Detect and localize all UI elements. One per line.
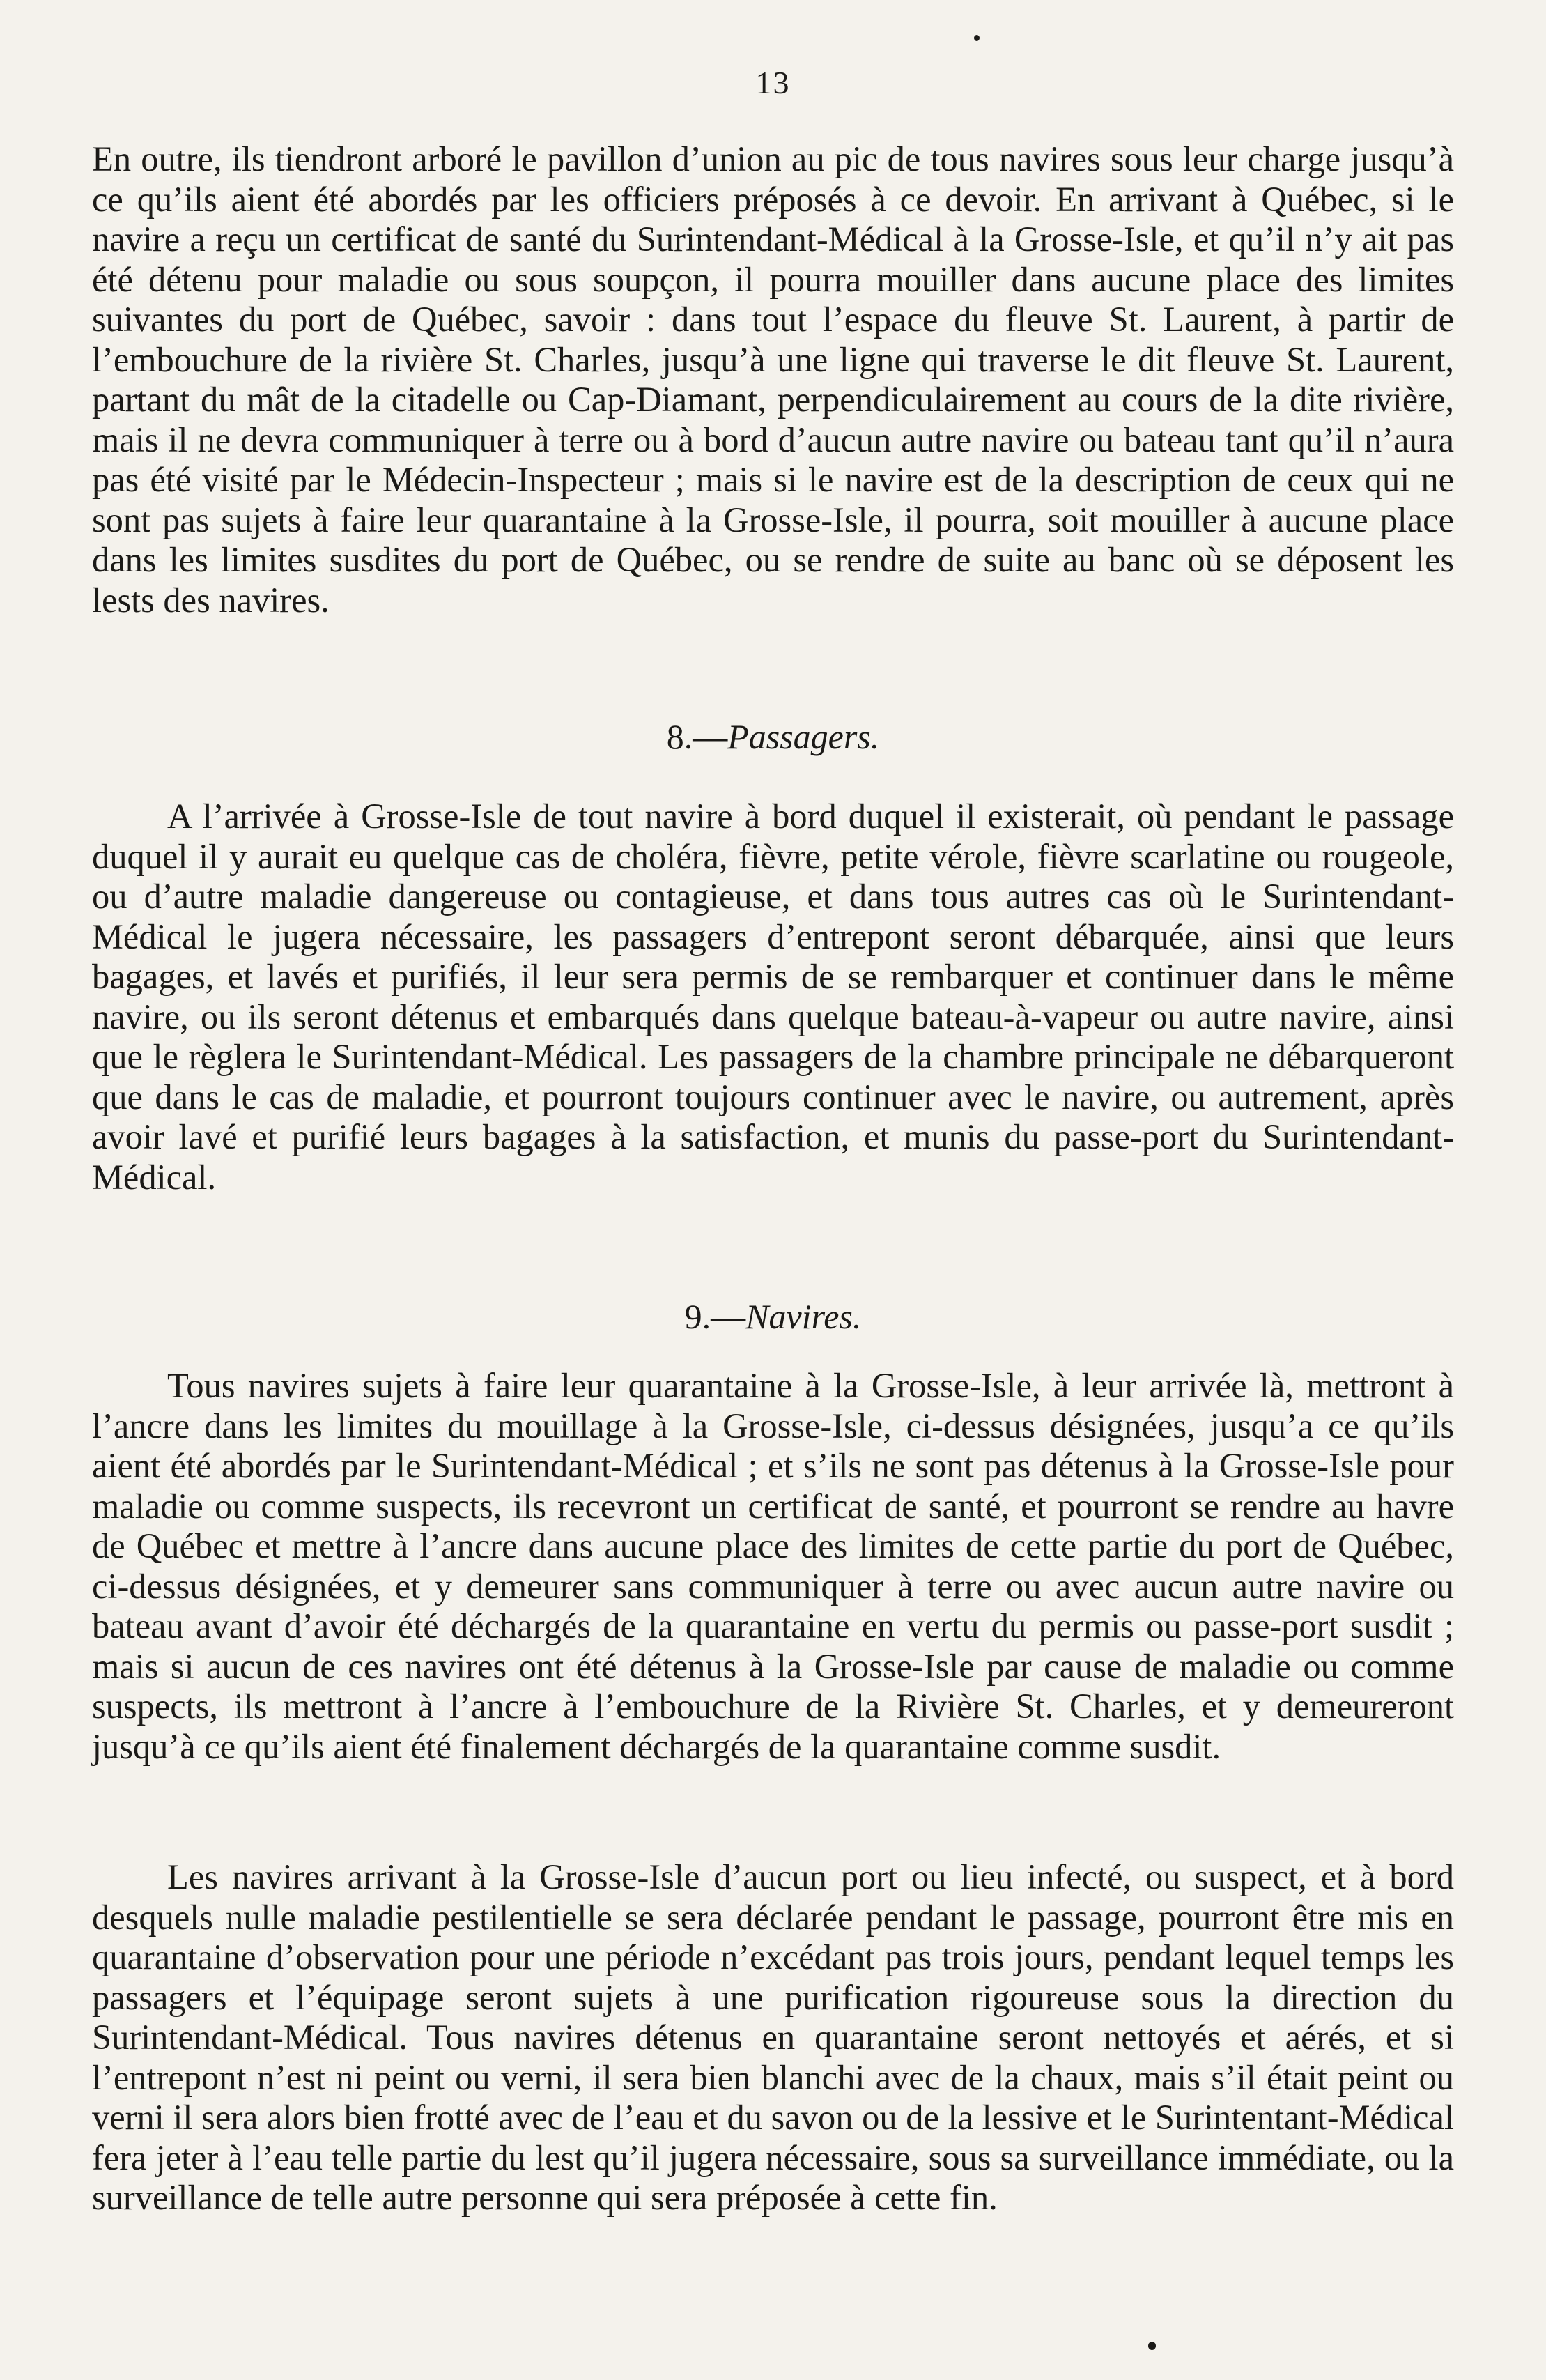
paragraph-text: En outre, ils tiendront arboré le pavillon d’union au pic de tous navires sous leur charge jusqu’à ce qu’ils aient été abordés par les officiers préposés à ce devoir. En arrivant à Québec, si le navire a reçu un certificat de santé du Surintendant-Médical à la Grosse-Isle, et qu’il n’y ait pas été détenu pour maladie ou sous soupçon, il pourra mouiller dans aucune place des limites suivantes du port de Québec, savoir : dans tout l’espace du fleuve St. Laurent, à partir de l’embouchure de la rivière St. Charles, jusqu’à une ligne qui traverse le dit fleuve St. Laurent, partant du mât de la citadelle ou Cap-Diamant, perpendiculairement au cours de la dite rivière, mais il ne devra communiquer à terre ou à bord d’aucun autre navire ou bateau tant qu’il n’aura pas été visité par le Médecin-Inspecteur ; mais si le navire est de la description de ceux qui ne sont pas sujets à faire leur quarantaine à la Grosse-Isle, il pourra, soit mouiller à aucune place dans les limites susdites du port de Québec, ou se rendre de suite au banc où se déposent les lests des navires. — [92, 139, 1454, 620]
ink-speck — [1148, 2342, 1156, 2350]
paragraph-text: A l’arrivée à Grosse-Isle de tout navire à bord duquel il existerait, où pendant le passage duquel il y aurait eu quelque cas de choléra, fièvre, petite vérole, fièvre scarlatine ou rougeole, ou d’autre maladie dangereuse ou contagieuse, et dans tous autres cas où le Surintendant-Médical le jugera nécessaire, les passagers d’entrepont seront débarquée, ainsi que leurs bagages, et lavés et purifiés, il leur sera permis de se rembarquer et continuer dans le même navire, ou ils seront détenus et embarqués dans quelque bateau-à-vapeur ou autre navire, ainsi que le règlera le Surintendant-Médical. Les passagers de la chambre principale ne débarqueront que dans le cas de maladie, et pourront toujours continuer avec le navire, ou autrement, après avoir lavé et purifié leurs bagages à la satisfaction, et munis du passe-port du Surintendant-Médical. — [92, 797, 1454, 1197]
paragraph-pavillon — [92, 139, 1454, 620]
section-number: 9.— — [684, 1297, 746, 1336]
section-number: 8.— — [666, 717, 728, 756]
section-title: Passagers. — [727, 717, 880, 756]
paragraph-passagers — [92, 797, 1454, 1197]
section-heading-passagers — [0, 716, 1546, 757]
paragraph-text: Les navires arrivant à la Grosse-Isle d’aucun port ou lieu infecté, ou suspect, et à bord desquels nulle maladie pestilentielle se sera déclarée pendant le passage, pourront être mis en quarantaine d’observation pour une période n’excédant pas trois jours, pendant lequel temps les passagers et l’équipage seront sujets à une purification rigoureuse sous la direction du Surintendant-Médical. Tous navires détenus en quarantaine seront nettoyés et aérés, et si l’entrepont n’est ni peint ou verni, il sera bien blanchi avec de la chaux, mais s’il était peint ou verni il sera alors bien frotté avec de l’eau et du savon ou de la lessive et le Surintentant-Médical fera jeter à l’eau telle partie du lest qu’il jugera nécessaire, sous sa surveillance immédiate, ou la surveillance de telle autre personne qui sera préposée à cette fin. — [92, 1857, 1454, 2217]
page-number: 13 — [755, 65, 791, 100]
paragraph-text: Tous navires sujets à faire leur quarantaine à la Grosse-Isle, à leur arrivée là, mettront à l’ancre dans les limites du mouillage à la Grosse-Isle, ci-dessus désignées, jusqu’a ce qu’ils aient été abordés par le Surintendant-Médical ; et s’ils ne sont pas détenus à la Grosse-Isle pour maladie ou comme suspects, ils recevront un certificat de santé, et pourront se rendre au havre de Québec et mettre à l’ancre dans aucune place des limites de cette partie du port de Québec, ci-dessus désignées, et y demeurer sans communiquer à terre ou avec aucun autre navire ou bateau avant d’avoir été déchargés de la quarantaine en vertu du permis ou passe-port susdit ; mais si aucun de ces navires ont été détenus à la Grosse-Isle par cause de maladie ou comme suspects, ils mettront à l’ancre à l’embouchure de la Rivière St. Charles, et y demeureront jusqu’à ce qu’ils aient été finalement déchargés de la quarantaine comme susdit. — [92, 1366, 1454, 1766]
ink-speck — [974, 35, 980, 41]
paragraph-navires — [92, 1366, 1454, 1767]
section-title: Navires. — [745, 1297, 862, 1336]
paragraph-observation — [92, 1857, 1454, 2218]
section-heading-navires — [0, 1296, 1546, 1337]
